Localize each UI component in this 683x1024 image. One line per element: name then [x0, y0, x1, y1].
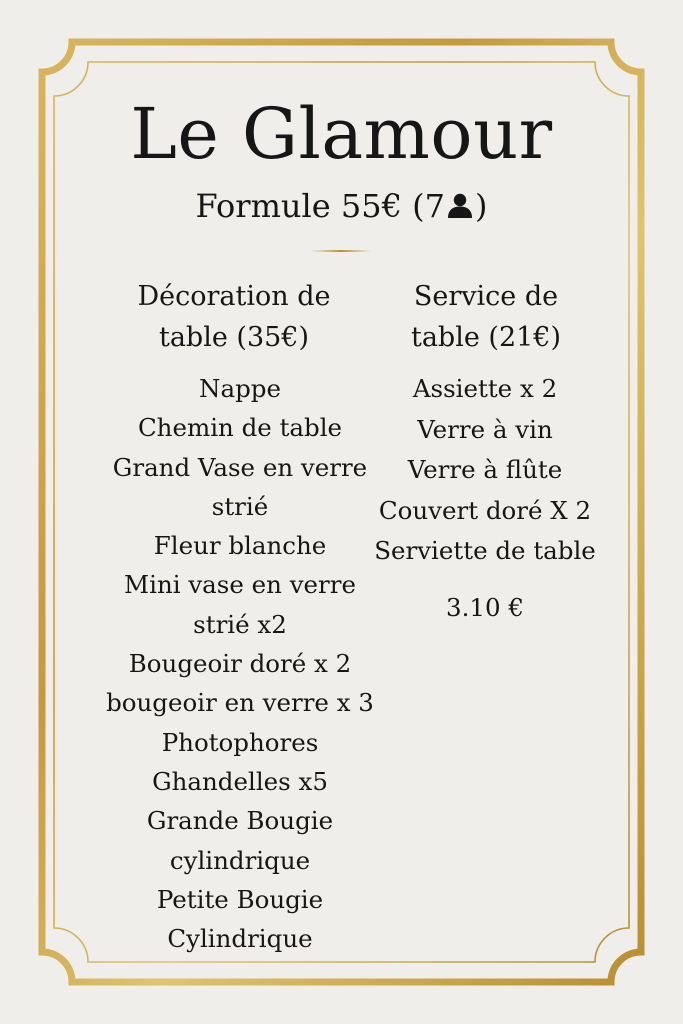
- list-item: Bougeoir doré x 2: [128, 649, 352, 679]
- title-divider: [311, 250, 371, 252]
- list-item: Grand Vase en verre: [112, 452, 368, 482]
- list-item: Fleur blanche: [153, 531, 327, 561]
- list-item: Grande Bougie: [146, 806, 334, 836]
- list-item: Assiette x 2: [412, 374, 558, 403]
- decoration-heading: [104, 276, 364, 358]
- list-item: Petite Bougie: [156, 884, 324, 914]
- list-item: Photophores: [161, 727, 319, 757]
- list-item: bougeoir en verre x 3: [106, 688, 374, 718]
- menu-title: Le Glamour: [130, 93, 553, 175]
- list-item: Chemin de table: [137, 413, 343, 443]
- list-item: strié x2: [193, 609, 287, 639]
- list-item: Verre à flûte: [407, 455, 563, 485]
- service-heading-line1: Service de: [413, 281, 559, 312]
- list-item: Ghandelles x5: [152, 766, 328, 796]
- list-item: Mini vase en verre: [124, 570, 356, 600]
- list-item: strié: [211, 491, 269, 521]
- service-item-list: [350, 369, 620, 572]
- list-item: Nappe: [199, 374, 281, 403]
- formula-guests-close: ): [474, 187, 488, 225]
- person-icon: [445, 190, 475, 220]
- list-item: cylindrique: [169, 845, 311, 875]
- list-item: Cylindrique: [167, 924, 313, 954]
- list-item: Serviette de table: [374, 536, 596, 566]
- decoration-heading-line1: Décoration de: [137, 281, 331, 312]
- formula-guests-open: (7: [412, 187, 445, 225]
- list-item: Couvert doré X 2: [378, 495, 592, 525]
- formula-line: [0, 184, 683, 228]
- service-price: 3.10 €: [446, 593, 524, 622]
- service-heading: [356, 276, 616, 358]
- service-heading-line2: table (21€): [410, 322, 562, 353]
- decoration-heading-line2: table (35€): [158, 322, 310, 353]
- formula-price: Formule 55€: [195, 187, 402, 225]
- list-item: Verre à vin: [417, 414, 553, 444]
